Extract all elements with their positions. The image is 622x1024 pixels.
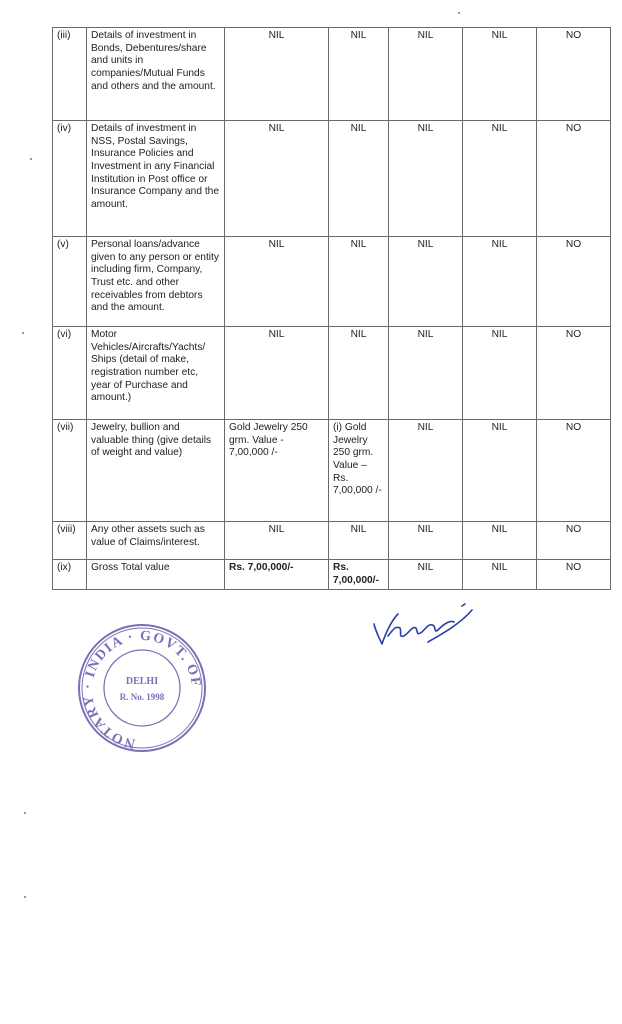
row-description: Details of investment in NSS, Postal Savings, Insurance Policies and Investment in any Financial Institution in Post office or Insurance Company and the amount. (87, 121, 225, 237)
row-number: (ix) (53, 560, 87, 590)
cell-value: NIL (463, 522, 537, 560)
cell-value: NO (537, 420, 611, 522)
cell-value: NIL (329, 522, 389, 560)
stamp-registration: R. No. 1998 (119, 692, 165, 702)
scan-speck (24, 896, 26, 898)
scan-speck (30, 158, 32, 160)
table-row (53, 327, 611, 420)
scan-speck (24, 812, 26, 814)
cell-value: (i) Gold Jewelry 250 grm. Value – Rs. 7,00,000 /- (329, 420, 389, 522)
stamp-ring-text: NOTARY · INDIA · GOVT. OF (80, 628, 204, 751)
row-number: (iii) (53, 28, 87, 121)
scan-speck (22, 332, 24, 334)
cell-value: NO (537, 327, 611, 420)
cell-value: NO (537, 121, 611, 237)
table-row (53, 522, 611, 560)
cell-value: NIL (463, 327, 537, 420)
table-row (53, 420, 611, 522)
cell-value: NIL (463, 121, 537, 237)
cell-value: NIL (389, 327, 463, 420)
cell-value: NIL (329, 327, 389, 420)
cell-value: NO (537, 237, 611, 327)
cell-value: NO (537, 560, 611, 590)
cell-value: NIL (225, 237, 329, 327)
stamp-outer-ring (79, 625, 205, 751)
cell-value: NIL (389, 522, 463, 560)
cell-value: NIL (463, 237, 537, 327)
cell-value: NIL (329, 28, 389, 121)
notary-stamp (74, 622, 210, 754)
row-number: (vii) (53, 420, 87, 522)
cell-value: NIL (225, 327, 329, 420)
scan-speck (458, 12, 460, 14)
row-description: Jewelry, bullion and valuable thing (give details of weight and value) (87, 420, 225, 522)
cell-value: NIL (225, 121, 329, 237)
table-row (53, 237, 611, 327)
signature (368, 598, 476, 650)
row-description: Gross Total value (87, 560, 225, 590)
cell-value: NIL (389, 420, 463, 522)
cell-value: NIL (225, 522, 329, 560)
cell-value: NIL (225, 28, 329, 121)
table-row (53, 560, 611, 590)
row-number: (v) (53, 237, 87, 327)
cell-value: NO (537, 28, 611, 121)
table-row (53, 28, 611, 121)
row-number: (vi) (53, 327, 87, 420)
stamp-city: DELHI (125, 676, 159, 687)
cell-value: Rs. 7,00,000/- (329, 560, 389, 590)
cell-value: NIL (463, 420, 537, 522)
cell-value: NIL (389, 121, 463, 237)
cell-value: NO (537, 522, 611, 560)
cell-value: Rs. 7,00,000/- (225, 560, 329, 590)
assets-table (52, 27, 611, 590)
cell-value: NIL (329, 121, 389, 237)
row-description: Any other assets such as value of Claims/interest. (87, 522, 225, 560)
row-description: Details of investment in Bonds, Debentures/share and units in companies/Mutual Funds and others and the amount. (87, 28, 225, 121)
cell-value: Gold Jewelry 250 grm. Value - 7,00,000 /- (225, 420, 329, 522)
cell-value: NIL (389, 237, 463, 327)
stamp-inner-ring (104, 650, 180, 726)
table-row (53, 121, 611, 237)
row-description: Motor Vehicles/Aircrafts/Yachts/ Ships (detail of make, registration number etc, year of Purchase and amount.) (87, 327, 225, 420)
cell-value: NIL (389, 560, 463, 590)
cell-value: NIL (329, 237, 389, 327)
cell-value: NIL (463, 28, 537, 121)
cell-value: NIL (389, 28, 463, 121)
row-number: (viii) (53, 522, 87, 560)
row-description: Personal loans/advance given to any person or entity including firm, Company, Trust etc. and other receivables from debtors and the amount. (87, 237, 225, 327)
cell-value: NIL (463, 560, 537, 590)
row-number: (iv) (53, 121, 87, 237)
